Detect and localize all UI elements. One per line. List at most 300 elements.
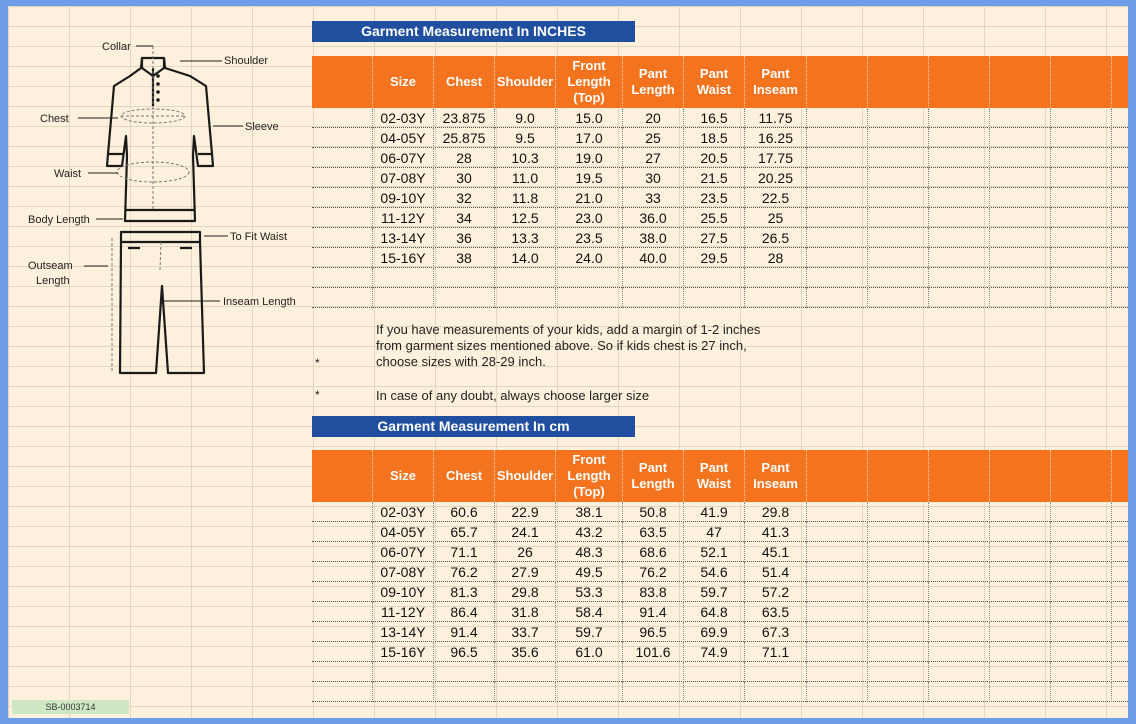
empty-cell[interactable] bbox=[929, 642, 990, 662]
empty-cell[interactable] bbox=[623, 682, 684, 702]
empty-cell[interactable] bbox=[1051, 168, 1112, 188]
empty-cell[interactable] bbox=[434, 662, 495, 682]
empty-cell[interactable] bbox=[807, 128, 868, 148]
value-cell[interactable]: 28 bbox=[745, 248, 807, 268]
value-cell[interactable]: 91.4 bbox=[434, 622, 495, 642]
size-cell[interactable]: 04-05Y bbox=[373, 522, 434, 542]
value-cell[interactable]: 15.0 bbox=[556, 108, 623, 128]
value-cell[interactable]: 74.9 bbox=[684, 642, 745, 662]
empty-cell[interactable] bbox=[807, 642, 868, 662]
value-cell[interactable]: 50.8 bbox=[623, 502, 684, 522]
value-cell[interactable]: 91.4 bbox=[623, 602, 684, 622]
value-cell[interactable]: 24.0 bbox=[556, 248, 623, 268]
value-cell[interactable]: 38.1 bbox=[556, 502, 623, 522]
empty-cell[interactable] bbox=[745, 288, 807, 308]
size-cell[interactable]: 06-07Y bbox=[373, 148, 434, 168]
empty-cell[interactable] bbox=[1051, 542, 1112, 562]
empty-cell[interactable] bbox=[1051, 128, 1112, 148]
size-cell[interactable]: 07-08Y bbox=[373, 168, 434, 188]
value-cell[interactable]: 52.1 bbox=[684, 542, 745, 562]
empty-cell[interactable] bbox=[868, 642, 929, 662]
empty-cell[interactable] bbox=[623, 268, 684, 288]
empty-cell[interactable] bbox=[807, 662, 868, 682]
empty-cell[interactable] bbox=[684, 682, 745, 702]
empty-cell[interactable] bbox=[556, 268, 623, 288]
value-cell[interactable]: 32 bbox=[434, 188, 495, 208]
empty-cell[interactable] bbox=[1051, 288, 1112, 308]
value-cell[interactable]: 22.5 bbox=[745, 188, 807, 208]
value-cell[interactable]: 24.1 bbox=[495, 522, 556, 542]
empty-cell[interactable] bbox=[1112, 228, 1128, 248]
empty-cell[interactable] bbox=[312, 208, 373, 228]
empty-cell[interactable] bbox=[868, 522, 929, 542]
empty-cell[interactable] bbox=[373, 662, 434, 682]
empty-cell[interactable] bbox=[1051, 682, 1112, 702]
value-cell[interactable]: 101.6 bbox=[623, 642, 684, 662]
size-cell[interactable]: 13-14Y bbox=[373, 228, 434, 248]
value-cell[interactable]: 19.5 bbox=[556, 168, 623, 188]
empty-cell[interactable] bbox=[684, 288, 745, 308]
empty-cell[interactable] bbox=[990, 682, 1051, 702]
value-cell[interactable]: 11.0 bbox=[495, 168, 556, 188]
empty-cell[interactable] bbox=[1051, 228, 1112, 248]
value-cell[interactable]: 20 bbox=[623, 108, 684, 128]
empty-cell[interactable] bbox=[745, 268, 807, 288]
empty-cell[interactable] bbox=[807, 682, 868, 702]
value-cell[interactable]: 30 bbox=[623, 168, 684, 188]
value-cell[interactable]: 96.5 bbox=[623, 622, 684, 642]
table-row bbox=[312, 522, 1128, 542]
empty-cell[interactable] bbox=[1051, 148, 1112, 168]
value-cell[interactable]: 11.75 bbox=[745, 108, 807, 128]
size-cell[interactable]: 15-16Y bbox=[373, 642, 434, 662]
value-cell[interactable]: 86.4 bbox=[434, 602, 495, 622]
empty-cell[interactable] bbox=[990, 168, 1051, 188]
empty-cell[interactable] bbox=[990, 662, 1051, 682]
empty-cell[interactable] bbox=[807, 228, 868, 248]
empty-cell[interactable] bbox=[990, 622, 1051, 642]
value-cell[interactable]: 40.0 bbox=[623, 248, 684, 268]
empty-cell[interactable] bbox=[868, 188, 929, 208]
value-cell[interactable]: 29.8 bbox=[745, 502, 807, 522]
value-cell[interactable]: 63.5 bbox=[623, 522, 684, 542]
value-cell[interactable]: 36.0 bbox=[623, 208, 684, 228]
label-outseam-length: Length bbox=[36, 275, 70, 287]
empty-cell[interactable] bbox=[1112, 108, 1128, 128]
empty-cell[interactable] bbox=[990, 248, 1051, 268]
empty-cell[interactable] bbox=[312, 502, 373, 522]
empty-cell[interactable] bbox=[1112, 622, 1128, 642]
value-cell[interactable]: 67.3 bbox=[745, 622, 807, 642]
empty-cell[interactable] bbox=[1112, 522, 1128, 542]
empty-cell[interactable] bbox=[1112, 682, 1128, 702]
empty-cell[interactable] bbox=[868, 288, 929, 308]
empty-cell[interactable] bbox=[868, 228, 929, 248]
empty-cell[interactable] bbox=[929, 108, 990, 128]
value-cell[interactable]: 71.1 bbox=[434, 542, 495, 562]
size-cell[interactable]: 13-14Y bbox=[373, 622, 434, 642]
empty-cell[interactable] bbox=[623, 288, 684, 308]
value-cell[interactable]: 34 bbox=[434, 208, 495, 228]
value-cell[interactable]: 53.3 bbox=[556, 582, 623, 602]
value-cell[interactable]: 27 bbox=[623, 148, 684, 168]
empty-cell[interactable] bbox=[312, 602, 373, 622]
value-cell[interactable]: 12.5 bbox=[495, 208, 556, 228]
empty-cell[interactable] bbox=[929, 148, 990, 168]
value-cell[interactable]: 83.8 bbox=[623, 582, 684, 602]
empty-cell[interactable] bbox=[929, 228, 990, 248]
empty-cell[interactable] bbox=[990, 562, 1051, 582]
value-cell[interactable]: 20.5 bbox=[684, 148, 745, 168]
empty-cell[interactable] bbox=[868, 268, 929, 288]
value-cell[interactable]: 9.0 bbox=[495, 108, 556, 128]
empty-cell[interactable] bbox=[868, 248, 929, 268]
header-cell: Front Length (Top) bbox=[556, 450, 623, 502]
empty-cell[interactable] bbox=[312, 582, 373, 602]
value-cell[interactable]: 30 bbox=[434, 168, 495, 188]
value-cell[interactable]: 25.5 bbox=[684, 208, 745, 228]
empty-cell[interactable] bbox=[807, 502, 868, 522]
value-cell[interactable]: 36 bbox=[434, 228, 495, 248]
empty-cell[interactable] bbox=[1112, 208, 1128, 228]
empty-cell[interactable] bbox=[556, 662, 623, 682]
empty-cell[interactable] bbox=[929, 188, 990, 208]
empty-cell[interactable] bbox=[807, 622, 868, 642]
table-row bbox=[312, 602, 1128, 622]
empty-cell[interactable] bbox=[929, 288, 990, 308]
empty-cell[interactable] bbox=[929, 562, 990, 582]
empty-cell[interactable] bbox=[990, 288, 1051, 308]
value-cell[interactable]: 60.6 bbox=[434, 502, 495, 522]
empty-cell[interactable] bbox=[312, 562, 373, 582]
header-empty-cell bbox=[868, 450, 929, 502]
empty-cell[interactable] bbox=[495, 288, 556, 308]
empty-cell[interactable] bbox=[1112, 288, 1128, 308]
empty-cell[interactable] bbox=[807, 562, 868, 582]
table-row bbox=[312, 642, 1128, 662]
empty-cell[interactable] bbox=[434, 288, 495, 308]
empty-cell[interactable] bbox=[1051, 502, 1112, 522]
value-cell[interactable]: 25 bbox=[623, 128, 684, 148]
value-cell[interactable]: 69.9 bbox=[684, 622, 745, 642]
value-cell[interactable]: 18.5 bbox=[684, 128, 745, 148]
label-body-length: Body Length bbox=[28, 214, 90, 226]
value-cell[interactable]: 23.5 bbox=[684, 188, 745, 208]
empty-cell[interactable] bbox=[1112, 662, 1128, 682]
empty-cell[interactable] bbox=[312, 248, 373, 268]
empty-cell[interactable] bbox=[868, 682, 929, 702]
value-cell[interactable]: 96.5 bbox=[434, 642, 495, 662]
empty-cell[interactable] bbox=[1051, 108, 1112, 128]
empty-cell[interactable] bbox=[807, 268, 868, 288]
empty-cell[interactable] bbox=[990, 642, 1051, 662]
empty-cell[interactable] bbox=[1112, 502, 1128, 522]
value-cell[interactable]: 64.8 bbox=[684, 602, 745, 622]
value-cell[interactable]: 76.2 bbox=[434, 562, 495, 582]
empty-cell[interactable] bbox=[990, 522, 1051, 542]
pants-outline-icon bbox=[120, 232, 204, 373]
empty-cell[interactable] bbox=[1051, 622, 1112, 642]
empty-cell[interactable] bbox=[929, 582, 990, 602]
value-cell[interactable]: 58.4 bbox=[556, 602, 623, 622]
empty-cell[interactable] bbox=[373, 682, 434, 702]
size-cell[interactable]: 09-10Y bbox=[373, 188, 434, 208]
empty-cell[interactable] bbox=[684, 662, 745, 682]
empty-cell[interactable] bbox=[312, 228, 373, 248]
header-cell: Pant Length bbox=[623, 450, 684, 502]
value-cell[interactable]: 29.8 bbox=[495, 582, 556, 602]
empty-cell[interactable] bbox=[1051, 248, 1112, 268]
size-cell[interactable]: 07-08Y bbox=[373, 562, 434, 582]
empty-cell[interactable] bbox=[1051, 642, 1112, 662]
value-cell[interactable]: 41.9 bbox=[684, 502, 745, 522]
value-cell[interactable]: 57.2 bbox=[745, 582, 807, 602]
empty-cell[interactable] bbox=[990, 188, 1051, 208]
value-cell[interactable]: 29.5 bbox=[684, 248, 745, 268]
empty-cell[interactable] bbox=[312, 148, 373, 168]
value-cell[interactable]: 9.5 bbox=[495, 128, 556, 148]
value-cell[interactable]: 35.6 bbox=[495, 642, 556, 662]
header-empty-cell bbox=[1051, 450, 1112, 502]
empty-cell[interactable] bbox=[1112, 582, 1128, 602]
empty-cell[interactable] bbox=[312, 682, 373, 702]
value-cell[interactable]: 21.5 bbox=[684, 168, 745, 188]
value-cell[interactable]: 33.7 bbox=[495, 622, 556, 642]
value-cell[interactable]: 20.25 bbox=[745, 168, 807, 188]
table-row bbox=[312, 168, 1128, 188]
empty-cell[interactable] bbox=[929, 502, 990, 522]
empty-cell[interactable] bbox=[495, 268, 556, 288]
value-cell[interactable]: 59.7 bbox=[556, 622, 623, 642]
value-cell[interactable]: 17.75 bbox=[745, 148, 807, 168]
empty-cell[interactable] bbox=[312, 128, 373, 148]
value-cell[interactable]: 47 bbox=[684, 522, 745, 542]
value-cell[interactable]: 16.5 bbox=[684, 108, 745, 128]
empty-cell[interactable] bbox=[495, 682, 556, 702]
empty-cell[interactable] bbox=[312, 642, 373, 662]
value-cell[interactable]: 27.9 bbox=[495, 562, 556, 582]
value-cell[interactable]: 51.4 bbox=[745, 562, 807, 582]
value-cell[interactable]: 61.0 bbox=[556, 642, 623, 662]
empty-cell[interactable] bbox=[1051, 602, 1112, 622]
empty-cell[interactable] bbox=[929, 662, 990, 682]
empty-cell[interactable] bbox=[1051, 268, 1112, 288]
empty-cell[interactable] bbox=[868, 208, 929, 228]
size-cell[interactable]: 15-16Y bbox=[373, 248, 434, 268]
value-cell[interactable]: 76.2 bbox=[623, 562, 684, 582]
empty-cell[interactable] bbox=[1112, 642, 1128, 662]
value-cell[interactable]: 13.3 bbox=[495, 228, 556, 248]
empty-cell[interactable] bbox=[990, 582, 1051, 602]
empty-cell[interactable] bbox=[807, 208, 868, 228]
value-cell[interactable]: 41.3 bbox=[745, 522, 807, 542]
empty-cell[interactable] bbox=[1112, 542, 1128, 562]
value-cell[interactable]: 54.6 bbox=[684, 562, 745, 582]
empty-cell[interactable] bbox=[684, 268, 745, 288]
value-cell[interactable]: 26 bbox=[495, 542, 556, 562]
empty-cell[interactable] bbox=[929, 128, 990, 148]
empty-cell[interactable] bbox=[929, 622, 990, 642]
empty-cell[interactable] bbox=[807, 248, 868, 268]
empty-cell[interactable] bbox=[929, 522, 990, 542]
value-cell[interactable]: 25.875 bbox=[434, 128, 495, 148]
value-cell[interactable]: 27.5 bbox=[684, 228, 745, 248]
empty-cell[interactable] bbox=[990, 208, 1051, 228]
empty-cell[interactable] bbox=[495, 662, 556, 682]
value-cell[interactable]: 65.7 bbox=[434, 522, 495, 542]
empty-cell[interactable] bbox=[1112, 168, 1128, 188]
empty-cell[interactable] bbox=[929, 168, 990, 188]
value-cell[interactable]: 26.5 bbox=[745, 228, 807, 248]
empty-cell[interactable] bbox=[312, 188, 373, 208]
empty-cell[interactable] bbox=[929, 268, 990, 288]
empty-cell[interactable] bbox=[745, 662, 807, 682]
header-empty-cell bbox=[1112, 450, 1128, 502]
empty-cell[interactable] bbox=[990, 542, 1051, 562]
value-cell[interactable]: 43.2 bbox=[556, 522, 623, 542]
size-cell[interactable]: 09-10Y bbox=[373, 582, 434, 602]
size-cell[interactable]: 11-12Y bbox=[373, 602, 434, 622]
value-cell[interactable]: 38.0 bbox=[623, 228, 684, 248]
value-cell[interactable]: 19.0 bbox=[556, 148, 623, 168]
header-empty-cell bbox=[1112, 56, 1128, 108]
empty-cell[interactable] bbox=[312, 108, 373, 128]
value-cell[interactable]: 81.3 bbox=[434, 582, 495, 602]
value-cell[interactable]: 14.0 bbox=[495, 248, 556, 268]
header-cell: Size bbox=[373, 450, 434, 502]
empty-cell[interactable] bbox=[1051, 188, 1112, 208]
empty-cell[interactable] bbox=[1112, 562, 1128, 582]
empty-cell[interactable] bbox=[990, 502, 1051, 522]
empty-cell[interactable] bbox=[373, 288, 434, 308]
empty-cell[interactable] bbox=[1051, 208, 1112, 228]
empty-cell[interactable] bbox=[868, 562, 929, 582]
empty-cell[interactable] bbox=[807, 542, 868, 562]
value-cell[interactable]: 63.5 bbox=[745, 602, 807, 622]
empty-cell[interactable] bbox=[990, 602, 1051, 622]
cm-table-body bbox=[312, 502, 1128, 702]
empty-cell[interactable] bbox=[868, 602, 929, 622]
empty-cell[interactable] bbox=[807, 288, 868, 308]
header-cell: Front Length (Top) bbox=[556, 56, 623, 108]
empty-cell[interactable] bbox=[807, 582, 868, 602]
empty-cell[interactable] bbox=[868, 662, 929, 682]
value-cell[interactable]: 23.5 bbox=[556, 228, 623, 248]
header-empty-cell bbox=[929, 56, 990, 108]
empty-cell[interactable] bbox=[1112, 248, 1128, 268]
value-cell[interactable]: 49.5 bbox=[556, 562, 623, 582]
value-cell[interactable]: 22.9 bbox=[495, 502, 556, 522]
empty-cell[interactable] bbox=[990, 128, 1051, 148]
empty-cell[interactable] bbox=[312, 622, 373, 642]
empty-cell[interactable] bbox=[990, 268, 1051, 288]
empty-cell[interactable] bbox=[745, 682, 807, 702]
empty-cell[interactable] bbox=[556, 682, 623, 702]
empty-cell[interactable] bbox=[434, 682, 495, 702]
empty-cell[interactable] bbox=[868, 168, 929, 188]
value-cell[interactable]: 17.0 bbox=[556, 128, 623, 148]
size-cell[interactable]: 06-07Y bbox=[373, 542, 434, 562]
empty-cell[interactable] bbox=[929, 602, 990, 622]
empty-cell[interactable] bbox=[1051, 562, 1112, 582]
size-cell[interactable]: 02-03Y bbox=[373, 502, 434, 522]
value-cell[interactable]: 38 bbox=[434, 248, 495, 268]
value-cell[interactable]: 10.3 bbox=[495, 148, 556, 168]
empty-cell[interactable] bbox=[312, 542, 373, 562]
empty-cell[interactable] bbox=[929, 542, 990, 562]
size-cell[interactable]: 04-05Y bbox=[373, 128, 434, 148]
value-cell[interactable]: 11.8 bbox=[495, 188, 556, 208]
value-cell[interactable]: 71.1 bbox=[745, 642, 807, 662]
value-cell[interactable]: 68.6 bbox=[623, 542, 684, 562]
value-cell[interactable]: 31.8 bbox=[495, 602, 556, 622]
value-cell[interactable]: 28 bbox=[434, 148, 495, 168]
empty-cell[interactable] bbox=[312, 288, 373, 308]
value-cell[interactable]: 59.7 bbox=[684, 582, 745, 602]
empty-cell[interactable] bbox=[929, 248, 990, 268]
header-empty-cell bbox=[929, 450, 990, 502]
empty-cell[interactable] bbox=[929, 208, 990, 228]
value-cell[interactable]: 25 bbox=[745, 208, 807, 228]
empty-cell[interactable] bbox=[807, 148, 868, 168]
empty-cell[interactable] bbox=[868, 108, 929, 128]
empty-cell[interactable] bbox=[373, 268, 434, 288]
empty-cell[interactable] bbox=[868, 622, 929, 642]
size-cell[interactable]: 02-03Y bbox=[373, 108, 434, 128]
empty-cell[interactable] bbox=[1112, 148, 1128, 168]
empty-cell[interactable] bbox=[623, 662, 684, 682]
value-cell[interactable]: 21.0 bbox=[556, 188, 623, 208]
empty-cell[interactable] bbox=[556, 288, 623, 308]
empty-cell[interactable] bbox=[807, 188, 868, 208]
empty-cell[interactable] bbox=[312, 268, 373, 288]
inches-section-title: Garment Measurement In INCHES bbox=[312, 21, 635, 42]
size-cell[interactable]: 11-12Y bbox=[373, 208, 434, 228]
value-cell[interactable]: 23.0 bbox=[556, 208, 623, 228]
empty-cell[interactable] bbox=[1112, 268, 1128, 288]
empty-cell[interactable] bbox=[1112, 128, 1128, 148]
empty-cell[interactable] bbox=[1051, 582, 1112, 602]
empty-cell[interactable] bbox=[1051, 522, 1112, 542]
empty-cell[interactable] bbox=[312, 522, 373, 542]
value-cell[interactable]: 45.1 bbox=[745, 542, 807, 562]
empty-cell[interactable] bbox=[868, 148, 929, 168]
empty-cell[interactable] bbox=[868, 128, 929, 148]
empty-cell[interactable] bbox=[312, 662, 373, 682]
empty-cell[interactable] bbox=[929, 682, 990, 702]
empty-cell[interactable] bbox=[868, 542, 929, 562]
empty-cell[interactable] bbox=[1112, 602, 1128, 622]
empty-cell[interactable] bbox=[807, 168, 868, 188]
empty-cell[interactable] bbox=[990, 108, 1051, 128]
header-cell: Pant Inseam bbox=[745, 450, 807, 502]
empty-cell[interactable] bbox=[312, 168, 373, 188]
value-cell[interactable]: 48.3 bbox=[556, 542, 623, 562]
empty-cell[interactable] bbox=[868, 582, 929, 602]
empty-cell[interactable] bbox=[807, 522, 868, 542]
empty-cell[interactable] bbox=[990, 228, 1051, 248]
value-cell[interactable]: 33 bbox=[623, 188, 684, 208]
value-cell[interactable]: 16.25 bbox=[745, 128, 807, 148]
empty-cell[interactable] bbox=[807, 602, 868, 622]
empty-cell[interactable] bbox=[868, 502, 929, 522]
empty-cell[interactable] bbox=[990, 148, 1051, 168]
empty-cell[interactable] bbox=[807, 108, 868, 128]
empty-cell[interactable] bbox=[1051, 662, 1112, 682]
value-cell[interactable]: 23.875 bbox=[434, 108, 495, 128]
empty-cell[interactable] bbox=[434, 268, 495, 288]
empty-cell[interactable] bbox=[1112, 188, 1128, 208]
